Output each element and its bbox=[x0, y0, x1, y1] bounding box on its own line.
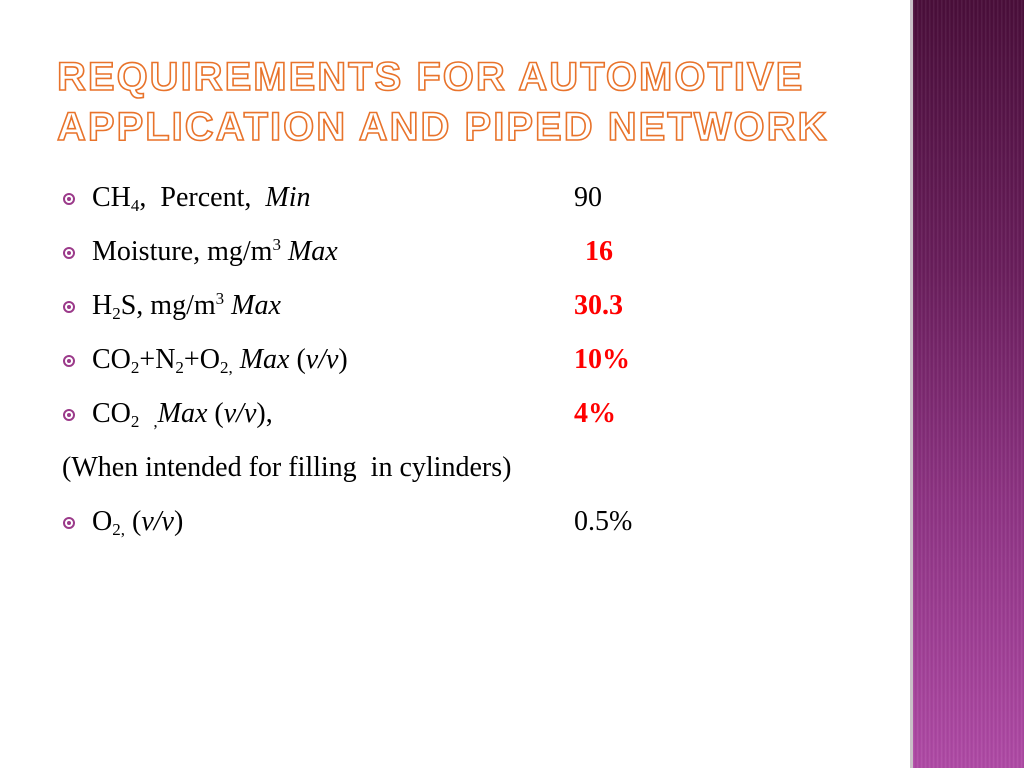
bullet-icon bbox=[63, 409, 75, 421]
item-value: 10% bbox=[574, 344, 630, 375]
item-value: 90 bbox=[574, 182, 602, 213]
slide-title bbox=[57, 52, 897, 152]
item-value: 16 bbox=[585, 236, 613, 267]
side-band-edge bbox=[910, 0, 913, 768]
item-value: 4% bbox=[574, 398, 616, 429]
item-label: Moisture, $mg/m^3$ Max bbox=[92, 235, 338, 267]
bullet-icon bbox=[63, 301, 75, 313]
list-item-co2-n2-o2 bbox=[60, 340, 880, 394]
bullet-icon bbox=[63, 355, 75, 367]
item-value: 30.3 bbox=[574, 290, 623, 321]
item-label: $CO_2+N_2+O_{2,}$ Max (v/v) bbox=[92, 344, 348, 377]
bullet-icon bbox=[63, 193, 75, 205]
bullet-icon bbox=[63, 517, 75, 529]
title-line-1: REQUIREMENTS FOR AUTOMOTIVE bbox=[57, 55, 805, 99]
item-label: $CH_4$, Percent, Min bbox=[92, 182, 311, 215]
list-note-cylinders bbox=[60, 448, 880, 502]
bullet-icon bbox=[63, 247, 75, 259]
requirements-list bbox=[60, 178, 880, 556]
list-item-ch4 bbox=[60, 178, 880, 232]
side-band-texture bbox=[913, 0, 1024, 768]
item-label: $O_{2,}$ (v/v) bbox=[92, 506, 184, 539]
list-item-o2 bbox=[60, 502, 880, 556]
list-item-co2 bbox=[60, 394, 880, 448]
list-item-h2s bbox=[60, 286, 880, 340]
item-label: $H_2S$, $mg/m^3$ Max bbox=[92, 289, 281, 323]
list-item-moisture bbox=[60, 232, 880, 286]
decorative-side-band bbox=[913, 0, 1024, 768]
item-label: $CO_2$ $_,$Max (v/v), bbox=[92, 398, 273, 431]
item-value: 0.5% bbox=[574, 506, 633, 537]
title-line-2: APPLICATION AND PIPED NETWORK bbox=[57, 105, 829, 149]
note-text: (When intended for filling in cylinders) bbox=[62, 452, 512, 483]
